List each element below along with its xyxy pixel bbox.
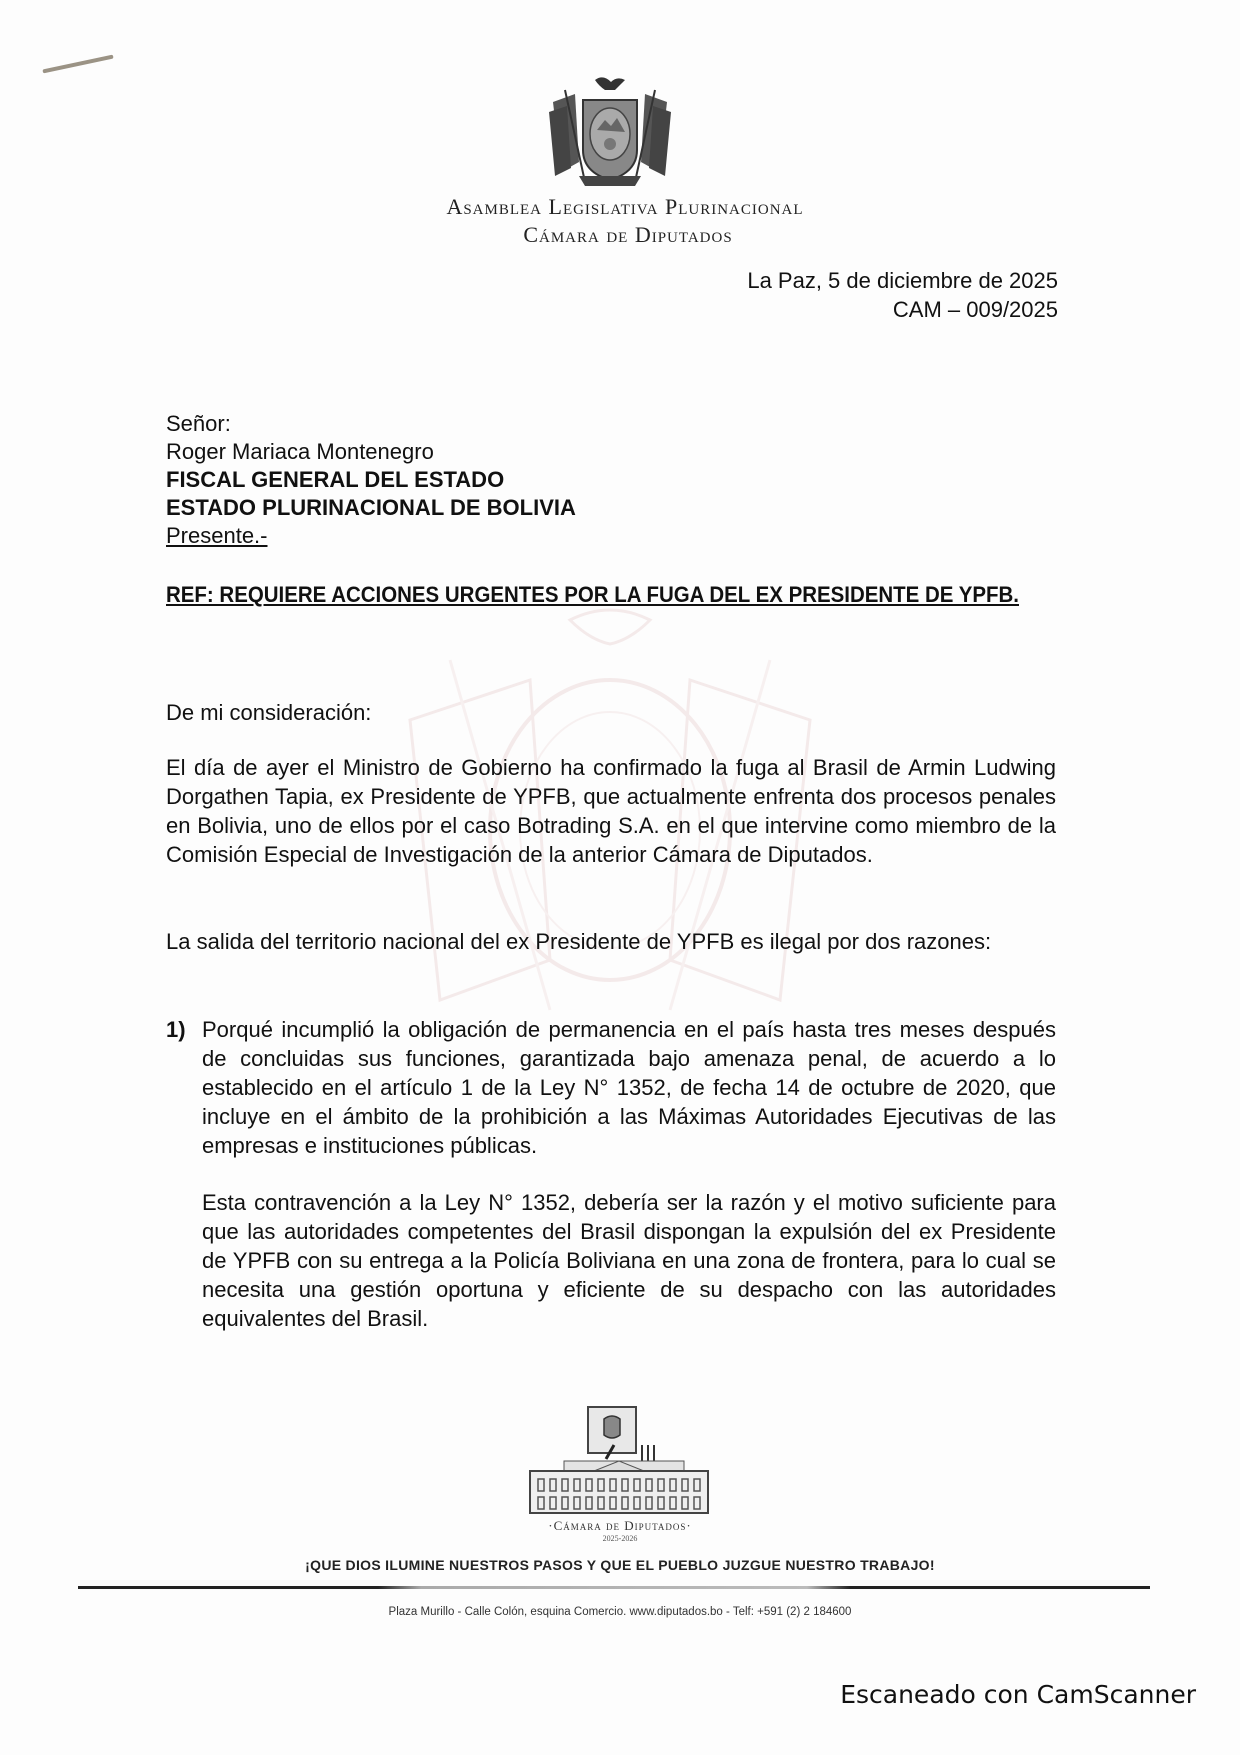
paragraph-3: Esta contravención a la Ley N° 1352, debería ser la razón y el motivo suficiente para que las autoridades competentes del Brasil dispongan la expulsión del ex Presidente de YPFB con su entrega a la Policía Boliviana en una zona de frontera, para lo cual se necesita una gestión oportuna y eficiente de su despacho con las autoridades equivalentes del Brasil.	[202, 1190, 1056, 1331]
recipient-entity: ESTADO PLURINACIONAL DE BOLIVIA	[166, 495, 576, 520]
date-block	[747, 266, 1058, 324]
paragraph-1: El día de ayer el Ministro de Gobierno ha confirmado la fuga al Brasil de Armin Ludwing Dorgathen Tapia, ex Presidente de YPFB, que actualmente enfrenta dos procesos penales en Bolivia, uno de ellos por el caso Botrading S.A. en el que intervine como miembro de la Comisión Especial de Investigación de la anterior Cámara de Diputados.	[166, 755, 1056, 867]
list-item	[166, 1015, 1056, 1160]
reference-code: CAM – 009/2025	[892, 297, 1058, 322]
footer-divider	[78, 1586, 1150, 1589]
pen-mark	[42, 55, 113, 74]
recipient-name: Roger Mariaca Montenegro	[166, 439, 434, 464]
list-item-number: 1)	[166, 1017, 186, 1042]
footer-years: 2025-2026	[602, 1534, 638, 1543]
coat-of-arms-icon	[545, 72, 675, 190]
footer-address: Plaza Murillo - Calle Colón, esquina Comercio. www.diputados.bo - Telf: +591 (2) 2 184600	[388, 1606, 852, 1618]
institution-name: Asamblea Legislativa Plurinacional	[446, 194, 804, 219]
recipient-salutation: Señor:	[166, 411, 231, 436]
greeting: De mi consideración:	[166, 700, 372, 725]
recipient-title: FISCAL GENERAL DEL ESTADO	[166, 467, 505, 492]
footer-motto: ¡QUE DIOS ILUMINE NUESTROS PASOS Y QUE EL PUEBLO JUZGUE NUESTRO TRABAJO!	[305, 1557, 935, 1573]
legislative-building-icon	[524, 1405, 714, 1517]
scanner-watermark: Escaneado con CamScanner	[840, 1680, 1196, 1709]
footer-chamber-label: ·Cámara de Diputados·	[548, 1518, 692, 1533]
recipient-presente: Presente.-	[166, 523, 268, 548]
letter-date: La Paz, 5 de diciembre de 2025	[747, 268, 1058, 293]
list-item-text: Porqué incumplió la obligación de permanencia en el país hasta tres meses después de concluidas sus funciones, garantizada bajo amenaza penal, de acuerdo a lo establecido en el artículo 1 de la Ley N° 1352, de fecha 14 de octubre de 2020, que incluye en el ámbito de la prohibición a las Máximas Autoridades Ejecutivas de las empresas e instituciones públicas.	[202, 1017, 1056, 1158]
recipient-block	[166, 410, 576, 550]
chamber-name: Cámara de Diputados	[523, 222, 733, 247]
paragraph-2: La salida del territorio nacional del ex Presidente de YPFB es ilegal por dos razones:	[166, 929, 992, 954]
reference-subject: REF: REQUIERE ACCIONES URGENTES POR LA FUGA DEL EX PRESIDENTE DE YPFB.	[166, 582, 1019, 607]
